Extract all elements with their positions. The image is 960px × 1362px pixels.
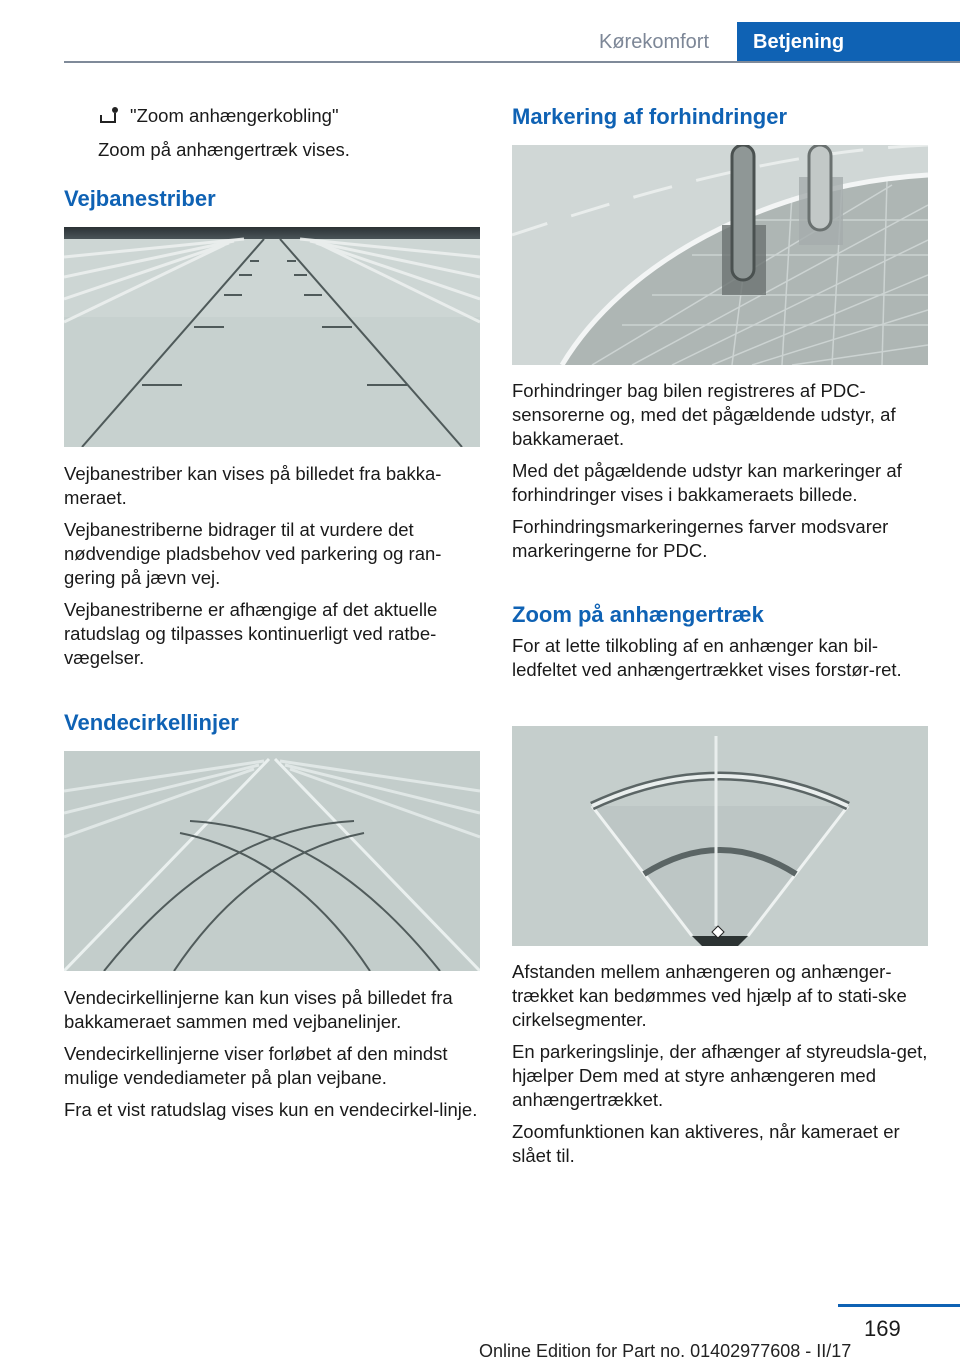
turning-paragraph-3: Fra et vist ratudslag vises kun en vendecirkel-linje. xyxy=(64,1099,478,1120)
turning-circle-image xyxy=(64,751,480,971)
zoom-option-label: "Zoom anhængerkobling" xyxy=(130,105,339,126)
heading-turning-circle: Vendecirkellinjer xyxy=(64,710,239,735)
footer-rule xyxy=(838,1304,960,1307)
trailer-zoom-text xyxy=(512,960,930,1176)
trailer-zoom-image xyxy=(512,726,928,946)
heading-lanes: Vejbanestriber xyxy=(64,186,216,211)
obstacles-paragraph-1: Forhindringer bag bilen registreres af PDC-sensorerne og, med det pågældende udstyr, af bakkameraet. xyxy=(512,380,896,449)
zoom-option-text: Zoom på anhængertræk vises. xyxy=(98,139,350,160)
turning-paragraph-2: Vendecirkellinjerne viser forløbet af den mindst mulige vendediameter på plan vejbane. xyxy=(64,1043,448,1088)
lanes-text xyxy=(64,462,482,678)
trailer-zoom-intro xyxy=(512,634,930,690)
turning-paragraph-1: Vendecirkellinjerne kan kun vises på billedet fra bakkameraet sammen med vejbanelinjer. xyxy=(64,987,453,1032)
lanes-paragraph-2: Vejbanestriberne bidrager til at vurdere det nødvendige pladsbehov ved parkering og ran-gering på jævn vej. xyxy=(64,519,442,588)
trailer-zoom-paragraph-2: Afstanden mellem anhængeren og anhænger-trækket kan bedømmes ved hjælp af to stati-ske cirkelsegmenter. xyxy=(512,961,907,1030)
header-chapter-tab xyxy=(737,22,960,62)
lanes-paragraph-1: Vejbanestriber kan vises på billedet fra bakka-meraet. xyxy=(64,463,442,508)
lanes-paragraph-3: Vejbanestriberne er afhængige af det aktuelle ratudslag og tilpasses kontinuerligt ved ratbe-vægelser. xyxy=(64,599,438,668)
page-number: 169 xyxy=(864,1316,901,1341)
obstacles-text xyxy=(512,379,930,571)
obstacles-paragraph-3: Forhindringsmarkeringernes farver modsvarer markeringerne for PDC. xyxy=(512,516,889,561)
header-rule xyxy=(64,61,960,63)
header-section-label: Kørekomfort xyxy=(599,31,710,53)
obstacles-paragraph-2: Med det pågældende udstyr kan markeringer af forhindringer vises i bakkameraets billede. xyxy=(512,460,902,505)
trailer-zoom-paragraph-4: Zoomfunktionen kan aktiveres, når kameraet er slået til. xyxy=(512,1121,900,1166)
page-header xyxy=(0,0,960,62)
edition-footer: Online Edition for Part no. 01402977608 - II/17 xyxy=(479,1341,852,1361)
heading-trailer-zoom: Zoom på anhængertræk xyxy=(512,602,764,627)
heading-obstacles: Markering af forhindringer xyxy=(512,104,788,129)
trailer-coupling-zoom-icon xyxy=(98,105,122,127)
zoom-option-block xyxy=(98,104,478,170)
obstacles-image xyxy=(512,145,928,365)
lanes-image xyxy=(64,227,480,447)
trailer-zoom-paragraph-3: En parkeringslinje, der afhænger af styreudsla-get, hjælper Dem med at styre anhængeren med anhængertrækket. xyxy=(512,1041,928,1110)
trailer-zoom-paragraph-1: For at lette tilkobling af en anhænger kan bil-ledfeltet ved anhængertrækket vises forstør-ret. xyxy=(512,635,902,680)
header-chapter-label: Betjening xyxy=(753,31,845,53)
turning-circle-text xyxy=(64,986,482,1130)
